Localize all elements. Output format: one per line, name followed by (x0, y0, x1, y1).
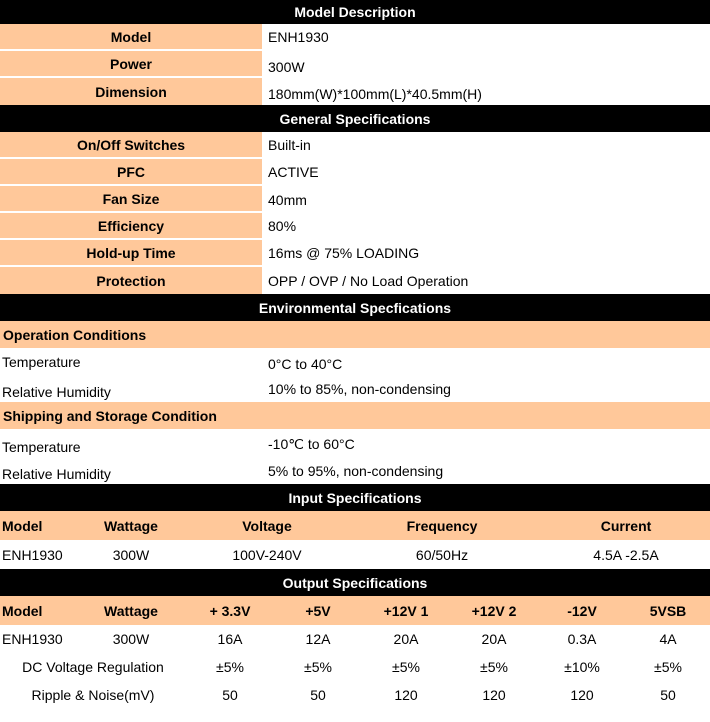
output-specifications-header (0, 569, 710, 596)
col-header-12v2: +12V 2 (471, 602, 517, 619)
cell-frequency: 60/50Hz (415, 546, 469, 563)
spec-label: Power (0, 51, 262, 76)
spec-value: ACTIVE (262, 159, 710, 184)
regulation-12v1: ±5% (392, 659, 420, 675)
env-label: Temperature (2, 353, 81, 370)
ripple-label: Ripple & Noise(mV) (31, 687, 155, 703)
regulation-label: DC Voltage Regulation (22, 659, 164, 675)
col-header-12v1: +12V 1 (383, 602, 429, 619)
col-header-voltage: Voltage (242, 517, 292, 534)
ripple-3v3: 50 (222, 687, 238, 703)
cell-wattage: 300W (112, 546, 150, 563)
cell-current: 4.5A -2.5A (593, 546, 659, 563)
cell-3v3: 16A (217, 631, 243, 647)
ripple-5v: 50 (310, 687, 326, 703)
col-header-model: Model (2, 602, 43, 619)
env-value: 5% to 95%, non-condensing (268, 462, 444, 479)
input-specifications-header (0, 484, 710, 511)
cell-voltage: 100V-240V (232, 546, 302, 563)
env-row-operation-humidity (0, 375, 710, 402)
cell-neg12v: 0.3A (567, 631, 597, 647)
env-value: 10% to 85%, non-condensing (268, 380, 451, 397)
output-column-headers (0, 596, 710, 625)
spec-row-holdup (0, 240, 710, 267)
spec-label: Model (0, 24, 262, 49)
spec-value: 40mm (262, 186, 710, 211)
regulation-5vsb: ±5% (654, 659, 682, 675)
ripple-12v2: 120 (482, 687, 506, 703)
col-header-5v: +5V (305, 602, 331, 619)
col-header-current: Current (600, 517, 652, 534)
section-title: Model Description (294, 4, 416, 20)
shipping-storage-subheader (0, 402, 710, 429)
section-title: Input Specifications (288, 489, 422, 506)
spec-row-protection (0, 267, 710, 294)
col-header-frequency: Frequency (406, 517, 478, 534)
section-title: General Specifications (279, 110, 431, 127)
ripple-neg12v: 120 (570, 687, 594, 703)
env-row-shipping-humidity (0, 457, 710, 484)
env-label: Temperature (2, 439, 81, 455)
col-header-5vsb: 5VSB (649, 602, 687, 619)
spec-value: 80% (262, 213, 710, 238)
col-header-model: Model (2, 517, 43, 534)
col-header-neg12v: -12V (567, 602, 597, 619)
input-data-row (0, 540, 710, 569)
spec-label: Fan Size (0, 186, 262, 211)
env-value: -10℃ to 60°C (268, 435, 355, 452)
section-title: Environmental Specfications (258, 299, 452, 316)
spec-label: Protection (0, 267, 262, 294)
subsection-title: Shipping and Storage Condition (3, 407, 217, 424)
col-header-3v3: + 3.3V (209, 602, 251, 619)
spec-value: 300W (262, 51, 710, 76)
spec-value: ENH1930 (262, 24, 710, 49)
cell-model: ENH1930 (2, 631, 63, 647)
env-label: Relative Humidity (2, 465, 111, 482)
cell-5v: 12A (305, 631, 331, 647)
env-label: Relative Humidity (2, 383, 111, 400)
output-regulation-row (0, 653, 710, 681)
spec-row-efficiency (0, 213, 710, 240)
env-value: 0°C to 40°C (268, 355, 343, 372)
regulation-12v2: ±5% (480, 659, 508, 675)
ripple-12v1: 120 (394, 687, 418, 703)
output-ripple-row (0, 681, 710, 709)
spec-row-pfc (0, 159, 710, 186)
spec-row-fan-size (0, 186, 710, 213)
spec-row-power (0, 51, 710, 78)
spec-label: Efficiency (0, 213, 262, 238)
spec-label: PFC (0, 159, 262, 184)
spec-value: 16ms @ 75% LOADING (262, 240, 710, 265)
model-description-header (0, 0, 710, 24)
col-header-wattage: Wattage (104, 517, 158, 534)
spec-row-onoff (0, 132, 710, 159)
spec-label: On/Off Switches (0, 132, 262, 157)
cell-5vsb: 4A (659, 631, 677, 647)
env-row-shipping-temperature (0, 429, 710, 457)
spec-value: OPP / OVP / No Load Operation (262, 267, 710, 294)
output-data-row (0, 625, 710, 653)
cell-12v1: 20A (393, 631, 419, 647)
regulation-neg12v: ±10% (564, 659, 600, 675)
regulation-5v: ±5% (304, 659, 332, 675)
subsection-title: Operation Conditions (3, 326, 147, 343)
operation-conditions-subheader (0, 321, 710, 348)
spec-label: Hold-up Time (0, 240, 262, 265)
input-column-headers (0, 511, 710, 540)
ripple-5vsb: 50 (660, 687, 676, 703)
env-row-operation-temperature (0, 348, 710, 375)
cell-wattage: 300W (112, 631, 150, 647)
spec-value: 180mm(W)*100mm(L)*40.5mm(H) (262, 78, 710, 105)
general-specifications-header (0, 105, 710, 132)
col-header-wattage: Wattage (104, 602, 158, 619)
spec-row-dimension (0, 78, 710, 105)
spec-row-model (0, 24, 710, 51)
regulation-3v3: ±5% (216, 659, 244, 675)
spec-label: Dimension (0, 78, 262, 105)
cell-model: ENH1930 (2, 546, 63, 563)
environmental-header (0, 294, 710, 321)
spec-value: Built-in (262, 132, 710, 157)
cell-12v2: 20A (481, 631, 507, 647)
section-title: Output Specifications (282, 574, 428, 591)
